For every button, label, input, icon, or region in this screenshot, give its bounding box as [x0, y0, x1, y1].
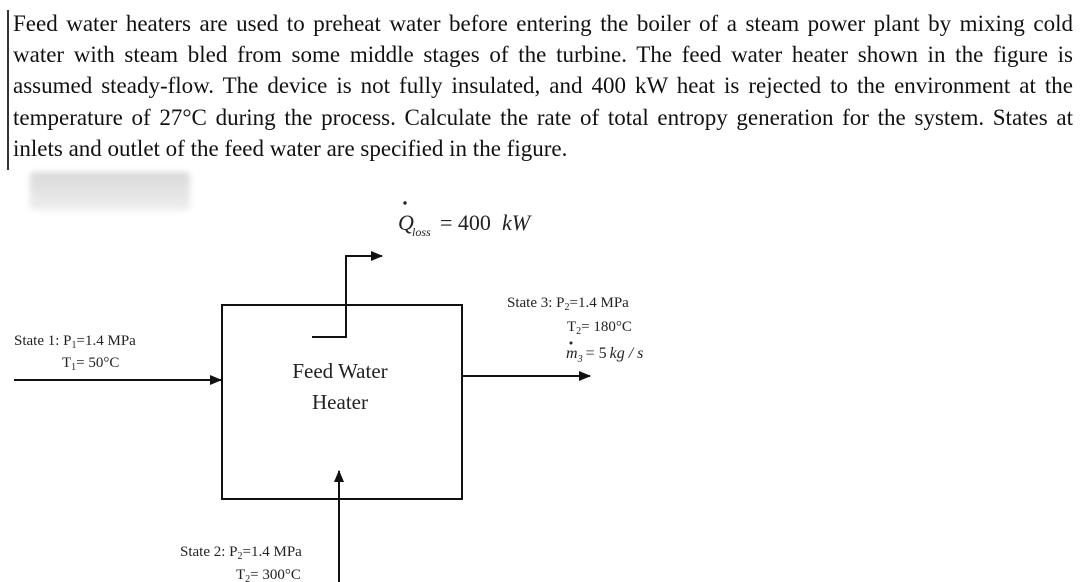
state2-temperature: $T_2= 300^\circ C$ — [236, 567, 301, 582]
state3-temperature: $T_2= 180^\circ C$ — [567, 319, 632, 337]
heater-label-line2: Heater — [312, 390, 368, 414]
state3-mass-flow: $m_3 = 5$ kg / s — [566, 345, 644, 365]
q-subscript: loss — [412, 225, 431, 239]
state3-label — [507, 295, 643, 365]
state1-label — [14, 333, 136, 373]
state3-pressure: State 3: $P_2=1.4$ MPa — [507, 295, 629, 313]
q-equals: = 400 — [440, 210, 491, 235]
state2-pressure: State 2: $P_2=1.4$ MPa — [180, 544, 302, 562]
q-symbol: Q — [398, 210, 414, 235]
heat-loss-arrow — [312, 256, 382, 337]
q-unit: kW — [502, 210, 531, 235]
state2-label — [180, 544, 302, 582]
state1-temperature: $T_1= 50^\circ C$ — [62, 355, 120, 373]
state1-pressure: State 1: $P_1=1.4$ MPa — [14, 333, 136, 351]
q-dot — [403, 201, 406, 204]
m-dot — [570, 342, 573, 345]
problem-text: Feed water heaters are used to preheat water before entering the boiler of a steam power plant by mixing cold water with steam bled from some middle stages of the turbine. The feed water heater shown in the figure is assumed steady-flow. The device is not fully insulated, and 400 kW heat is rejected to the environment at the temperature of 27°C during the process. Calculate the rate of total entropy generation for the system. States at inlets and outlet of the feed water are specified in the figure. — [13, 11, 1073, 161]
heat-loss-label — [398, 201, 532, 239]
heater-label-line1: Feed Water — [292, 359, 388, 383]
